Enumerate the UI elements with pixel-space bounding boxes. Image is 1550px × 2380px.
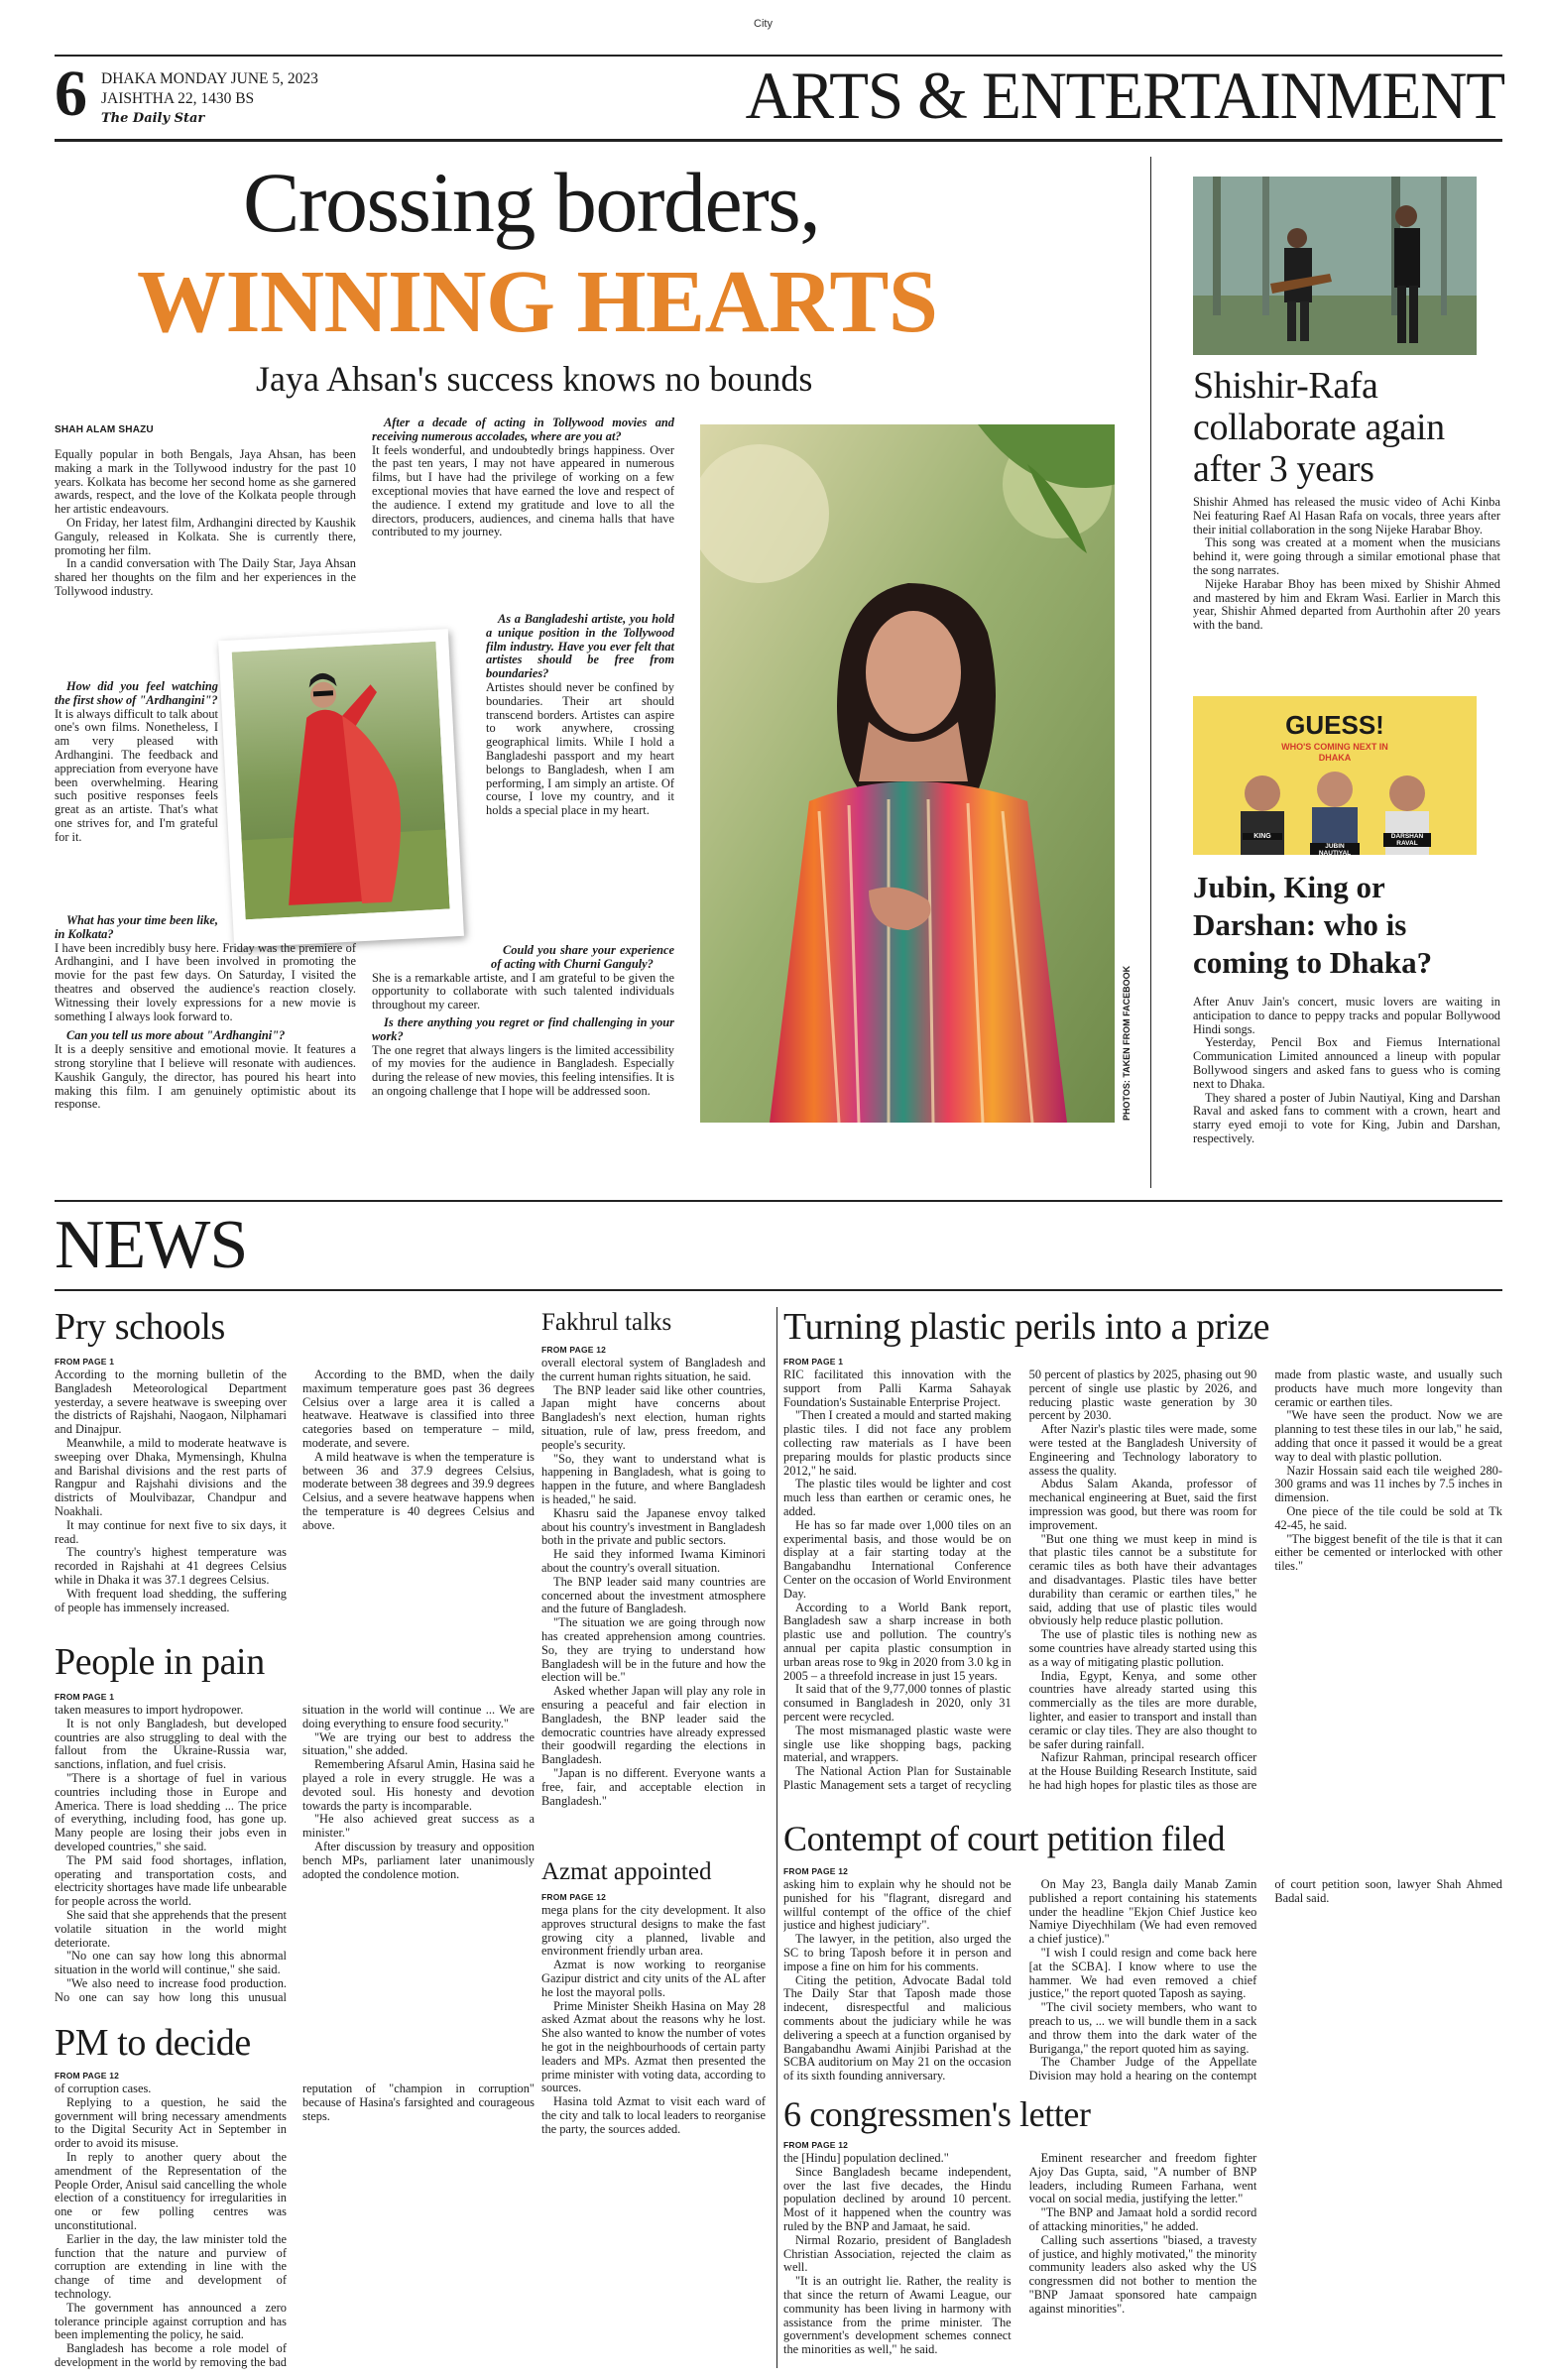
poster-name-king: KING: [1243, 833, 1282, 840]
plastic-p: After Nazir's plastic tiles were made, some were tested at the Bangladesh University of Engineering and Technology laboratory to assess the quality.: [1028, 1422, 1257, 1478]
plastic-p: The plastic tiles would be lighter and cost much less than earthen or ceramic ones, he added.: [783, 1477, 1012, 1518]
pain-p: "We are trying our best to address the situation," she added.: [302, 1729, 535, 1758]
lead-headline-1: Crossing borders,: [243, 155, 820, 250]
lead-subhead: Jaya Ahsan's success knows no bounds: [256, 359, 813, 399]
lead-paragraph: On Friday, her latest film, Ardhangini directed by Kaushik Ganguly, released in Kolkata. She is currently there, promoting her film.: [55, 515, 356, 557]
plastic-headline: Turning plastic perils into a prize: [783, 1306, 1270, 1348]
contempt-p: "I wish I could resign and come back here [at the SCBA]. I know where to use the hammer. We had even removed a chief justice," the report quoted Taposh as saying.: [1028, 1945, 1257, 2001]
pain-p: "No one can say how long this abnormal situation in the world will continue," she said.: [55, 1949, 287, 1977]
plastic-p: Abdus Salam Akanda, professor of mechanical engineering at Buet, said the first impression was good, but there was room for improvement.: [1028, 1477, 1257, 1532]
date-line: [101, 69, 318, 129]
header-rule: [55, 139, 1502, 142]
pm-p: Replying to a question, he said the government will bring necessary amendments to the Digital Security Act in September in order to avoid its misuse.: [55, 2094, 287, 2151]
plastic-p: "But one thing we must keep in mind is that plastic tiles cannot be a substitute for ceramic tiles as both have their advantages and disadvantages. Plastic tiles have better durability than ceramic or earthen tiles," he said, adding that use of plastic tiles would obviously help reduce plastic pollution.: [1028, 1531, 1257, 1628]
azmat-p: Azmat is now working to reorganise Gazipur district and city units of the AL after he lost the mayoral polls.: [541, 1958, 766, 1999]
sidebar2-p1: After Anuv Jain's concert, music lovers are waiting in anticipation to dance to peppy tracks and popular Bollywood Hindi songs.: [1193, 995, 1500, 1036]
question-1: How did you feel watching the first show of "Ardhangini"?: [55, 679, 218, 707]
azmat-p: mega plans for the city development. It also approves structural designs to make the fast growing city a planned, livable and environment friendly urban area.: [541, 1904, 766, 1959]
pry-p: According to the morning bulletin of the Bangladesh Meteorological Department yesterday, a severe heatwave is sweeping over the districts of Rajshahi, Naogaon, Nilphamari and Dinajpur.: [55, 1368, 287, 1437]
poster-subtitle: WHO'S COMING NEXT IN DHAKA: [1281, 742, 1388, 763]
contempt-p: Citing the petition, Advocate Badal told The Daily Star that Taposh made those indecent, disrespectful and malicious comments about the judiciary while he was delivering a speech at a function organised by Bangabandhu Awami Ainjibi Parishad at the SCBA auditorium on May 21 on the occasion of its sixth founding anniversary.: [783, 1972, 1012, 2083]
news-column-rule: [776, 1307, 777, 2368]
pm-headline: PM to decide: [55, 2022, 251, 2064]
pry-p: A mild heatwave is when the temperature is between 36 and 37.9 degrees Celsius, moderate between 38 degrees and 39.9 degrees Celsius, and a severe heatwave happens when the temperature is 40 degrees Celsius and above.: [302, 1449, 535, 1532]
azmat-p: Hasina told Azmat to visit each ward of the city and talk to local leaders to reorganise the party, the sources added.: [541, 2094, 766, 2136]
plastic-p: "We have seen the product. Now we are planning to test these tiles in our lab," he said, adding that once it passed it would be a great way to deal with plastic pollution.: [1274, 1408, 1502, 1464]
pry-body: [55, 1368, 535, 1629]
contempt-p: asking him to explain why he should not be punished for his "flagrant, disregard and willful contempt of the office of the chief justice and highest judiciary".: [783, 1878, 1012, 1933]
pry-p: With frequent load shedding, the suffering of people has immensely increased.: [55, 1586, 287, 1614]
contempt-from: FROM PAGE 12: [783, 1866, 849, 1876]
pain-body: [55, 1704, 535, 2021]
section-title: ARTS & ENTERTAINMENT: [745, 58, 1504, 133]
pm-p: of corruption cases.: [55, 2082, 152, 2095]
question-2: What has your time been like, in Kolkata?: [55, 913, 218, 941]
answer-7: The one regret that always lingers is the limited accessibility of my movies for the audience in Bangladesh. Especially during the release of new movies, this feeling intensifies. It is an ongoing challenge that I hope will be addressed soon.: [372, 1042, 674, 1098]
news-section-title: NEWS: [55, 1207, 248, 1283]
lead-intro: Equally popular in both Bengals, Jaya Ahsan, has been making a mark in the Tollywood industry for the past 10 years. Kolkata has become her second home as she garnered awards, respect, and the love of the Kolkata people through her artistic endeavours.: [55, 447, 356, 517]
pm-p: In reply to another query about the amendment of the Representation of the People Order, Anisul said cancelling the whole election of a constituency for irregularities in one or few polling centres was unconstitutional.: [55, 2149, 287, 2232]
azmat-from: FROM PAGE 12: [541, 1892, 607, 1902]
answer-4: It feels wonderful, and undoubtedly brings happiness. Over the past ten years, I may not have appeared in numerous films, but I have had the privilege of working on a few exceptional movies that have earned the love and respect of the audience. I extend my gratitude and love to all the directors, producers, audiences, and cinema halls that have contributed to my journey.: [372, 442, 674, 539]
pm-p: Bangladesh has become a role model of development in the world by removing the bad reputation of "champion in corruption" because of Hasina's farsighted and courageous steps.: [55, 2082, 535, 2369]
fakhrul-body: [541, 1357, 766, 1854]
photo-credit: PHOTOS: TAKEN FROM FACEBOOK: [1122, 965, 1132, 1121]
sidebar2-p3: They shared a poster of Jubin Nautiyal, King and Darshan Raval and asked fans to comment with a crown, heart and starry eyed emoji to vote for King, Jubin and Darshan, respectively.: [1193, 1090, 1500, 1145]
question-7: Is there anything you regret or find challenging in your work?: [372, 1014, 674, 1043]
plastic-p: The use of plastic tiles is nothing new as some countries have already started using this as a way of mitigating plastic pollution.: [1028, 1627, 1257, 1669]
lead-qa-col1-bottom: [55, 914, 356, 1112]
date-text: DHAKA MONDAY JUNE 5, 2023: [101, 70, 318, 87]
pain-from: FROM PAGE 1: [55, 1692, 115, 1702]
contempt-p: On May 23, Bangla daily Manab Zamin published a report containing his statements under the headline "Ekjon Chief Justice keo Namiye Diyechhilam (We had even removed a chief justice).": [1028, 1878, 1257, 1947]
plastic-p: "The biggest benefit of the tile is that it can either be cemented or interlocked with other tiles.": [1274, 1531, 1502, 1574]
answer-5: Artistes should never be confined by boundaries. Their art should transcend borders. Artistes can aspire to work anywhere, crossing geographical limits. While I hold a Bangladeshi passport and my heart belongs to Bangladesh, when I am performing, I am simply an artiste. Of course, I love my country, and it holds a special place in my heart.: [486, 679, 674, 818]
section-tag: City: [754, 18, 773, 30]
fakhrul-p: Khasru said the Japanese envoy talked about his country's investment in Bangladesh both in the private and public sectors.: [541, 1505, 766, 1548]
news-rule: [55, 1289, 1502, 1291]
cong-p: "The BNP and Jamaat hold a sordid record of attacking minorities," he added.: [1028, 2205, 1257, 2233]
pm-p: The government has announced a zero tolerance principle against corruption and has been implementing the policy, he said.: [55, 2300, 287, 2342]
plastic-p: According to a World Bank report, Bangladesh saw a sharp increase in both plastic use and pollution. The country's annual per capita plastic consumption in urban areas rose to 9kg in 2020 from 3.0 kg in 2005 – a threefold increase in just 15 years.: [783, 1600, 1012, 1683]
pm-from: FROM PAGE 12: [55, 2071, 120, 2081]
news-top-rule: [55, 1200, 1502, 1202]
pry-headline: Pry schools: [55, 1306, 225, 1348]
fakhrul-p: The BNP leader said like other countries, Japan might have concerns about Bangladesh's next election, human rights situation, rule of law, press freedom, and people's security.: [541, 1382, 766, 1452]
pain-p: taken measures to import hydropower.: [55, 1703, 244, 1717]
pain-p: Remembering Afsarul Amin, Hasina said he played a role in every struggle. He was a devoted soul. His honesty and devotion towards the party is incomparable.: [302, 1757, 535, 1813]
bangla-date: JAISHTHA 22, 1430 BS: [101, 90, 255, 107]
poster-name-darshan: DARSHAN RAVAL: [1383, 833, 1431, 847]
lead-headline-2: WINNING HEARTS: [137, 253, 938, 351]
sidebar1-headline: Shishir-Rafa collaborate again after 3 years: [1193, 365, 1445, 490]
sidebar-divider: [1150, 157, 1151, 1188]
plastic-p: India, Egypt, Kenya, and some other countries have already started using this commercially as the tiles are more durable, lighter, and easier to transport and install than ceramic or clay tiles. They are also thought to be safer during rainfall.: [1028, 1668, 1257, 1751]
contempt-p: The lawyer, in the petition, also urged the SC to bring Taposh before it in person and impose a fine on him for his comments.: [783, 1932, 1012, 1973]
plastic-p: The most mismanaged plastic waste were single use like shopping bags, packing material, and wrappers.: [783, 1723, 1012, 1765]
pain-p: It is not only Bangladesh, but developed countries are also struggling to deal with the fallout from the Ukraine-Russia war, sanctions, inflation, and fuel crisis.: [55, 1716, 287, 1772]
poster-title: GUESS!: [1285, 710, 1384, 740]
cong-headline: 6 congressmen's letter: [783, 2094, 1091, 2134]
fakhrul-p: "Japan is no different. Everyone wants a free, fair, and acceptable election in Bangladesh.": [541, 1765, 766, 1808]
fakhrul-p: "The situation we are going through now has created apprehension among countries. So, they are trying to understand how Bangladesh will be in the future and how the election will be.": [541, 1615, 766, 1685]
byline: SHAH ALAM SHAZU: [55, 424, 154, 435]
fakhrul-p: The BNP leader said many countries are concerned about the investment atmosphere and the future of Bangladesh.: [541, 1574, 766, 1616]
plastic-p: RIC facilitated this innovation with the support from Palli Karma Sahayak Foundation's Sustainable Enterprise Project.: [783, 1368, 1012, 1409]
poster-singers: [1193, 766, 1477, 855]
cong-p: "It is an outright lie. Rather, the reality is that since the return of Awami League, our community has been living in harmony with assistance from the prime minister. The government's development schemes connect the minorities as well," he said.: [783, 2274, 1012, 2357]
cong-p: Eminent researcher and freedom fighter Ajoy Das Gupta, said, "A number of BNP leaders, including Rumeen Farhana, went vocal on social media, justifying the letter.": [1028, 2152, 1257, 2206]
cong-p: Since Bangladesh became independent, over the last five decades, the Hindu population declined by around 10 percent. Most of it happened when the country was ruled by the BNP and Jamaat, he said.: [783, 2164, 1012, 2233]
pry-p: Meanwhile, a mild to moderate heatwave is sweeping over Dhaka, Mymensingh, Khulna and Barishal divisions and the rest parts of Rangpur and Rajshahi divisions and the districts of Moulvibazar, Chandpur and Noakhali.: [55, 1435, 287, 1518]
cong-p: the [Hindu] population declined.": [783, 2152, 949, 2165]
question-4: After a decade of acting in Tollywood movies and receiving numerous accolades, where are you at?: [372, 416, 674, 443]
plastic-p: It said that of the 9,77,000 tonnes of plastic consumed in Bangladesh in 2020, only 31 percent were recycled.: [783, 1682, 1012, 1724]
azmat-headline: Azmat appointed: [541, 1858, 712, 1885]
page-number: 6: [55, 58, 87, 130]
azmat-p: Prime Minister Sheikh Hasina on May 28 asked Azmat about the reasons why he lost. She also wanted to know the number of votes he got in the neighbourhoods of certain party leaders and MPs. Azmat then presented the prime minister with voting data, according to sources.: [541, 1998, 766, 2095]
sidebar2-body: [1193, 996, 1500, 1146]
contempt-p: "The civil society members, who want to preach to us, ... we will bundle them in a sack and throw them into the dark water of the Buriganga," the report quoted him as saying.: [1028, 2000, 1257, 2056]
jaya-ahsan-portrait: [700, 424, 1115, 1123]
plastic-body: [783, 1368, 1502, 1805]
question-3: Can you tell us more about "Ardhangini"?: [66, 1028, 286, 1043]
lead-column-2: [372, 416, 674, 539]
plastic-p: The National Action Plan for Sustainable Plastic Management sets a target of recycling 50 percent of plastics by 2025, phasing out 90 percent of single use plastic by 2026, and reducing plastic waste generation by 30 percent by 2030.: [783, 1368, 1257, 1792]
contempt-body: [783, 1878, 1502, 2096]
plastic-from: FROM PAGE 1: [783, 1357, 844, 1367]
pain-p: "There is a shortage of fuel in various countries including those in Europe and America. There is load shedding ... The price of everything, including food, has gone up. Many people are losing their jobs even in developed countries," she said.: [55, 1770, 287, 1853]
azmat-body: [541, 1904, 766, 2370]
pm-body: [55, 2082, 535, 2370]
plastic-p: One piece of the tile could be sold at Tk 42-45, he said.: [1274, 1503, 1502, 1532]
sidebar2-p2: Yesterday, Pencil Box and Fiemus International Communication Limited announced a lineup with popular Bollywood singers and asked fans to guess who is coming next to Dhaka.: [1193, 1035, 1500, 1091]
sidebar2-headline: Jubin, King or Darshan: who is coming to Dhaka?: [1193, 870, 1433, 980]
pry-p: According to the BMD, when the daily maximum temperature goes past 36 degrees Celsius over a large area it is called a heatwave. Heatwave is classified into three categories based on temperature – mild, moderate, and severe.: [302, 1368, 535, 1450]
answer-1: It is always difficult to talk about one's own films. Nonetheless, I am very pleased with Ardhangini. The feedback and appreciation from everyone have been overwhelming. Hearing such positive responses feels great as an artiste. That's what one strives for, and I'm grateful for it.: [55, 706, 218, 844]
question-5: As a Bangladeshi artiste, you hold a unique position in the Tollywood film industry. Have you ever felt that artistes should be free from boundaries?: [486, 612, 674, 681]
portrait-image: [700, 424, 1115, 1123]
pain-p: "He also achieved great success as a minister.": [302, 1812, 535, 1841]
lead-column-2b: [486, 613, 674, 818]
fakhrul-headline: Fakhrul talks: [541, 1309, 672, 1336]
sidebar1-p3: Nijeke Harabar Bhoy has been mixed by Shishir Ahmed and mastered by him and Ekram Wasi. Earlier in March this year, Shishir Ahmed departed from Aurthohin after 20 years with the band.: [1193, 576, 1500, 633]
cong-body: [783, 2152, 1502, 2372]
plastic-p: "Then I created a mould and started making plastic tiles. I did not face any problem collecting raw materials as I have been preparing moulds for plastic products since 2012," he said.: [783, 1408, 1012, 1478]
pain-p: "We also need to increase food production. No one can say how long this unusual situation in the world will continue ... We are doing everything to ensure food security.": [55, 1703, 535, 2004]
pain-p: After discussion by treasury and opposition bench MPs, parliament later unanimously adopted the condolence motion.: [302, 1839, 535, 1881]
plastic-p: Nazir Hossain said each tile weighed 280-300 grams and was 11 inches by 7.5 inches in dimension.: [1274, 1463, 1502, 1505]
fakhrul-p: He said they informed Iwama Kiminori about the country's overall situation.: [541, 1547, 766, 1575]
cong-p: Calling such assertions "biased, a travesty of justice, and highly motivated," the minority community leaders also asked why the US congressmen did not bother to mention the "BNP Jamaat sponsored hate campaign against minorities".: [1028, 2232, 1257, 2316]
answer-2: I have been incredibly busy here. Friday was the premiere of Ardhangini, and I have been involved in promoting the movie for the past few days. On Saturday, I visited the theatres and observed the audience's reaction closely. Witnessing their lovely expressions for a new movie is something I always look forward to.: [55, 940, 356, 1023]
lead-paragraph: In a candid conversation with The Daily Star, Jaya Ahsan shared her thoughts on the film and her experiences in the Tollywood industry.: [55, 556, 356, 598]
question-6: Could you share your experience of acting with Churni Ganguly?: [491, 943, 674, 971]
pain-p: She said that she apprehends that the present volatile situation in the world might deteriorate.: [55, 1907, 287, 1950]
lead-column-2c: [372, 944, 674, 1099]
guess-poster: [1193, 696, 1477, 855]
cong-from: FROM PAGE 12: [783, 2140, 849, 2150]
pry-p: It may continue for next five to six days, it read.: [55, 1517, 287, 1546]
contempt-p: The Chamber Judge of the Appellate Division may hold a hearing on the contempt of court petition soon, lawyer Shah Ahmed Badal said.: [1028, 1878, 1502, 2083]
sidebar1-p1: Shishir Ahmed has released the music video of Achi Kinba Nei featuring Raef Al Hasan Rafa on vocals, three years after their initial collaboration in the song Nijeke Harabar Bhoy.: [1193, 495, 1500, 536]
lead-qa-col1: [55, 680, 218, 845]
answer-3: It is a deeply sensitive and emotional movie. It features a strong storyline that I believe will resonate with audiences. Kaushik Ganguly, the director, has poured his heart into making this film. I am genuinely optimistic about its response.: [55, 1042, 356, 1112]
masthead-logo: The Daily Star: [101, 111, 205, 126]
pain-headline: People in pain: [55, 1641, 265, 1683]
saree-photo-frame: [218, 629, 464, 948]
cong-p: Nirmal Rozario, president of Bangladesh Christian Association, rejected the claim as well.: [783, 2232, 1012, 2275]
sidebar1-body: [1193, 496, 1500, 633]
plastic-p: Nafizur Rahman, principal research officer at the House Building Research Institute, said he had high hopes for plastic tiles as those are made from plastic waste, and usually such products have much more longevity than ceramic or earthen tiles.: [1028, 1368, 1502, 1792]
musicians-image: [1193, 177, 1477, 355]
sidebar1-p2: This song was created at a moment when the musicians behind it, were going through a similar emotional phase that the song narrates.: [1193, 536, 1500, 577]
plastic-p: He has so far made over 1,000 tiles on an experimental basis, and those would be on display at a fair starting today at the Bangabandhu International Conference Center on the occasion of World Environment Day.: [783, 1517, 1012, 1601]
fakhrul-p: overall electoral system of Bangladesh and the current human rights situation, he said.: [541, 1357, 766, 1383]
contempt-headline: Contempt of court petition filed: [783, 1819, 1226, 1858]
top-rule: [55, 55, 1502, 57]
fakhrul-p: "So, they want to understand what is happening in Bangladesh, what is going to happen in the future, and where Bangladesh is headed," he said.: [541, 1451, 766, 1506]
pry-p: The country's highest temperature was recorded in Rajshahi at 41 degrees Celsius while in Dhaka it was 37.1 degrees Celsius.: [55, 1545, 287, 1587]
pain-p: The PM said food shortages, inflation, operating and transportation costs, and electricity shortages have made life unbearable for people across the world.: [55, 1852, 287, 1909]
pm-p: Earlier in the day, the law minister told the function that the nature and purview of corruption are extending in line with the change of time and development of technology.: [55, 2231, 287, 2301]
shishir-rafa-photo: [1193, 177, 1477, 355]
poster-name-jubin: JUBIN NAUTIYAL: [1310, 843, 1360, 855]
pry-from: FROM PAGE 1: [55, 1357, 115, 1367]
fakhrul-p: Asked whether Japan will play any role in ensuring a peaceful and fair election in Bangladesh, the BNP leader said the democratic countries have already expressed their goodwill regarding the elections in Bangladesh.: [541, 1684, 766, 1767]
answer-6: She is a remarkable artiste, and I am grateful to be given the opportunity to collaborate with such talented individuals throughout my career.: [372, 970, 674, 1012]
saree-photo: [232, 642, 450, 919]
fakhrul-from: FROM PAGE 12: [541, 1345, 607, 1355]
